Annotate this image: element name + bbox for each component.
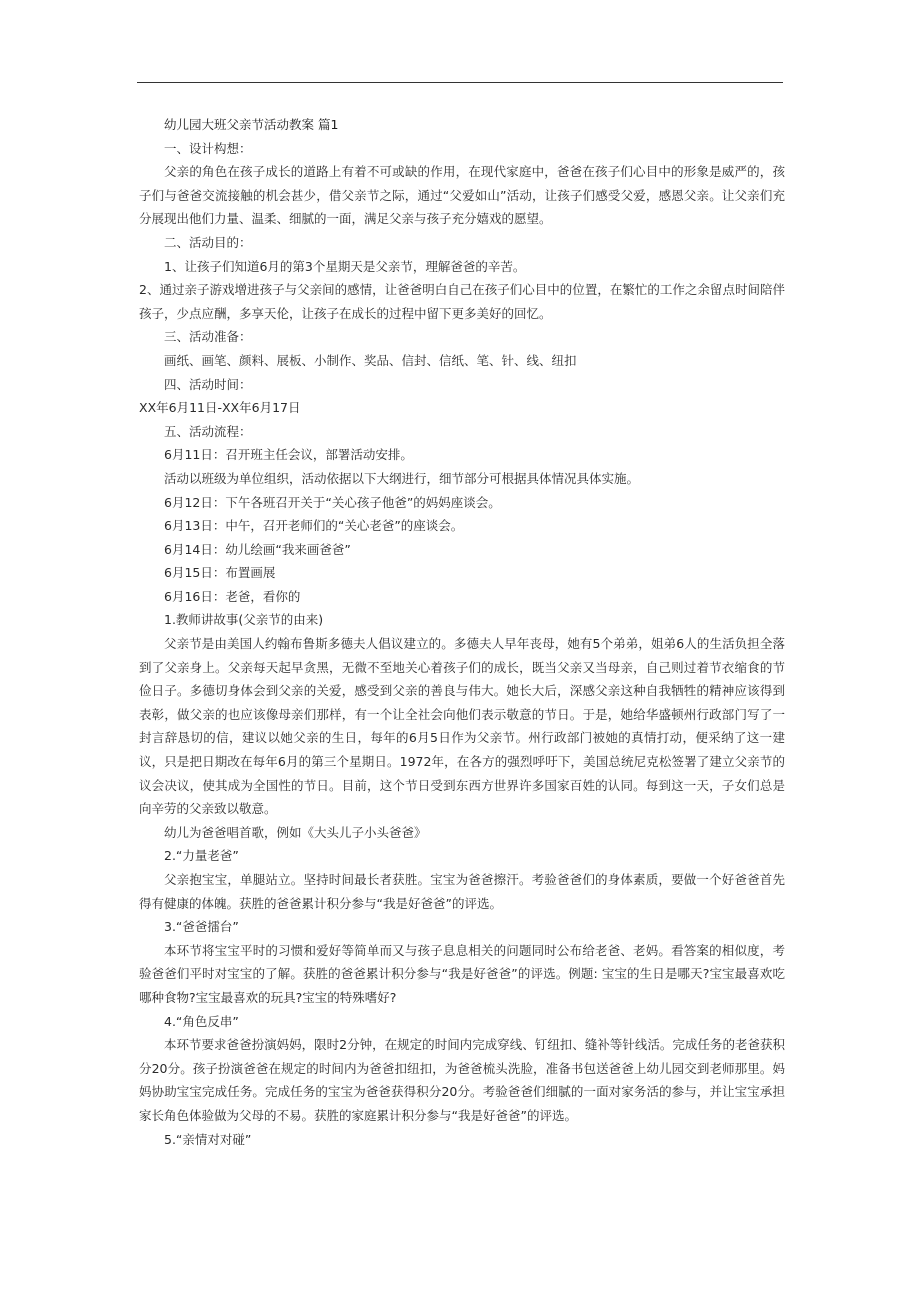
paragraph: 6月14日：幼儿绘画“我来画爸爸”	[164, 541, 351, 557]
paragraph: 2.“力量老爸”	[164, 848, 239, 864]
paragraph: 5.“亲情对对碰”	[164, 1131, 252, 1147]
paragraph: 画纸、画笔、颜料、展板、小制作、奖品、信封、信纸、笔、针、线、纽扣	[164, 352, 577, 368]
paragraph: 四、活动时间：	[164, 376, 252, 392]
paragraph-list	[139, 137, 785, 1152]
paragraph: 6月15日：布置画展	[164, 565, 276, 581]
paragraph: 本环节要求爸爸扮演妈妈，限时2分钟，在规定的时间内完成穿线、钉纽扣、缝补等针线活。完成任务的老爸获积分20分。孩子扮演爸爸在规定的时间内为爸爸扣纽扣，为爸爸梳头洗脸，准备书包送爸爸上幼儿园交到老师那里。妈妈协助宝宝完成任务。完成任务的宝宝为爸爸获得积分20分。考验爸爸们细腻的一面对家务活的参与，并让宝宝承担家长角色体验做为父母的不易。获胜的家庭累计积分参与“我是好爸爸”的评选。	[139, 1037, 785, 1123]
paragraph: 4.“角色反串”	[164, 1013, 239, 1029]
paragraph: 一、设计构想：	[164, 140, 252, 156]
paragraph: 6月12日：下午各班召开关于“关心孩子他爸”的妈妈座谈会。	[164, 494, 501, 510]
paragraph: 本环节将宝宝平时的习惯和爱好等简单而又与孩子息息相关的问题同时公布给老爸、老妈。看答案的相似度，考验爸爸们平时对宝宝的了解。获胜的爸爸累计积分参与“我是好爸爸”的评选。例题: 宝宝的生日是哪天?宝宝最喜欢吃哪种食物?宝宝最喜欢的玩具?宝宝的特殊嗜好?	[139, 942, 785, 1005]
paragraph: 6月16日：老爸，看你的	[164, 588, 301, 604]
paragraph: 6月13日：中午，召开老师们的“关心老爸”的座谈会。	[164, 518, 464, 534]
document-body	[139, 113, 785, 1151]
paragraph: 三、活动准备：	[164, 329, 252, 345]
paragraph: 五、活动流程：	[164, 423, 252, 439]
paragraph: 活动以班级为单位组织，活动依据以下大纲进行，细节部分可根据具体情况具体实施。	[164, 470, 640, 486]
paragraph: 1.教师讲故事(父亲节的由来)	[164, 612, 324, 628]
paragraph: 父亲节是由美国人约翰布鲁斯多德夫人倡议建立的。多德夫人早年丧母，她有5个弟弟，姐弟6人的生活负担全落到了父亲身上。父亲每天起早贪黑，无微不至地关心着孩子们的成长，既当父亲又当母亲，自己则过着节衣缩食的节俭日子。多德切身体会到父亲的关爱，感受到父亲的善良与伟大。她长大后，深感父亲这种自我牺牲的精神应该得到表彰，做父亲的也应该像母亲们那样，有一个让全社会向他们表示敬意的节日。于是，她给华盛顿州行政部门写了一封言辞恳切的信，建议以她父亲的生日，每年的6月5日作为父亲节。州行政部门被她的真情打动，便采纳了这一建议，只是把日期改在每年6月的第三个星期日。1972年，在各方的强烈呼吁下，美国总统尼克松签署了建立父亲节的议会决议，使其成为全国性的节日。目前，这个节日受到东西方世界许多国家百姓的认同。每到这一天，子女们总是向辛劳的父亲致以敬意。	[139, 636, 785, 817]
paragraph: XX年6月11日-XX年6月17日	[139, 400, 301, 416]
paragraph: 3.“爸爸擂台”	[164, 919, 239, 935]
document-title: 幼儿园大班父亲节活动教案 篇1	[164, 117, 339, 132]
paragraph: 幼儿为爸爸唱首歌，例如《大头儿子小头爸爸》	[164, 824, 427, 840]
paragraph: 父亲的角色在孩子成长的道路上有着不可或缺的作用，在现代家庭中，爸爸在孩子们心目中的形象是威严的，孩子们与爸爸交流接触的机会甚少，借父亲节之际，通过“父爱如山”活动，让孩子们感受父爱，感恩父亲。让父亲们充分展现出他们力量、温柔、细腻的一面，满足父亲与孩子充分嬉戏的愿望。	[139, 164, 785, 227]
paragraph: 6月11日：召开班主任会议，部署活动安排。	[164, 447, 413, 463]
paragraph: 1、让孩子们知道6月的第3个星期天是父亲节，理解爸爸的辛苦。	[164, 258, 526, 274]
paragraph: 二、活动目的：	[164, 234, 252, 250]
paragraph: 父亲抱宝宝，单腿站立。坚持时间最长者获胜。宝宝为爸爸擦汗。考验爸爸们的身体素质，要做一个好爸爸首先得有健康的体魄。获胜的爸爸累计积分参与“我是好爸爸”的评选。	[139, 872, 785, 911]
header-rule	[137, 82, 783, 83]
paragraph: 2、通过亲子游戏增进孩子与父亲间的感情，让爸爸明白自己在孩子们心目中的位置，在繁忙的工作之余留点时间陪伴孩子，少点应酬，多享天伦，让孩子在成长的过程中留下更多美好的回忆。	[139, 282, 785, 321]
